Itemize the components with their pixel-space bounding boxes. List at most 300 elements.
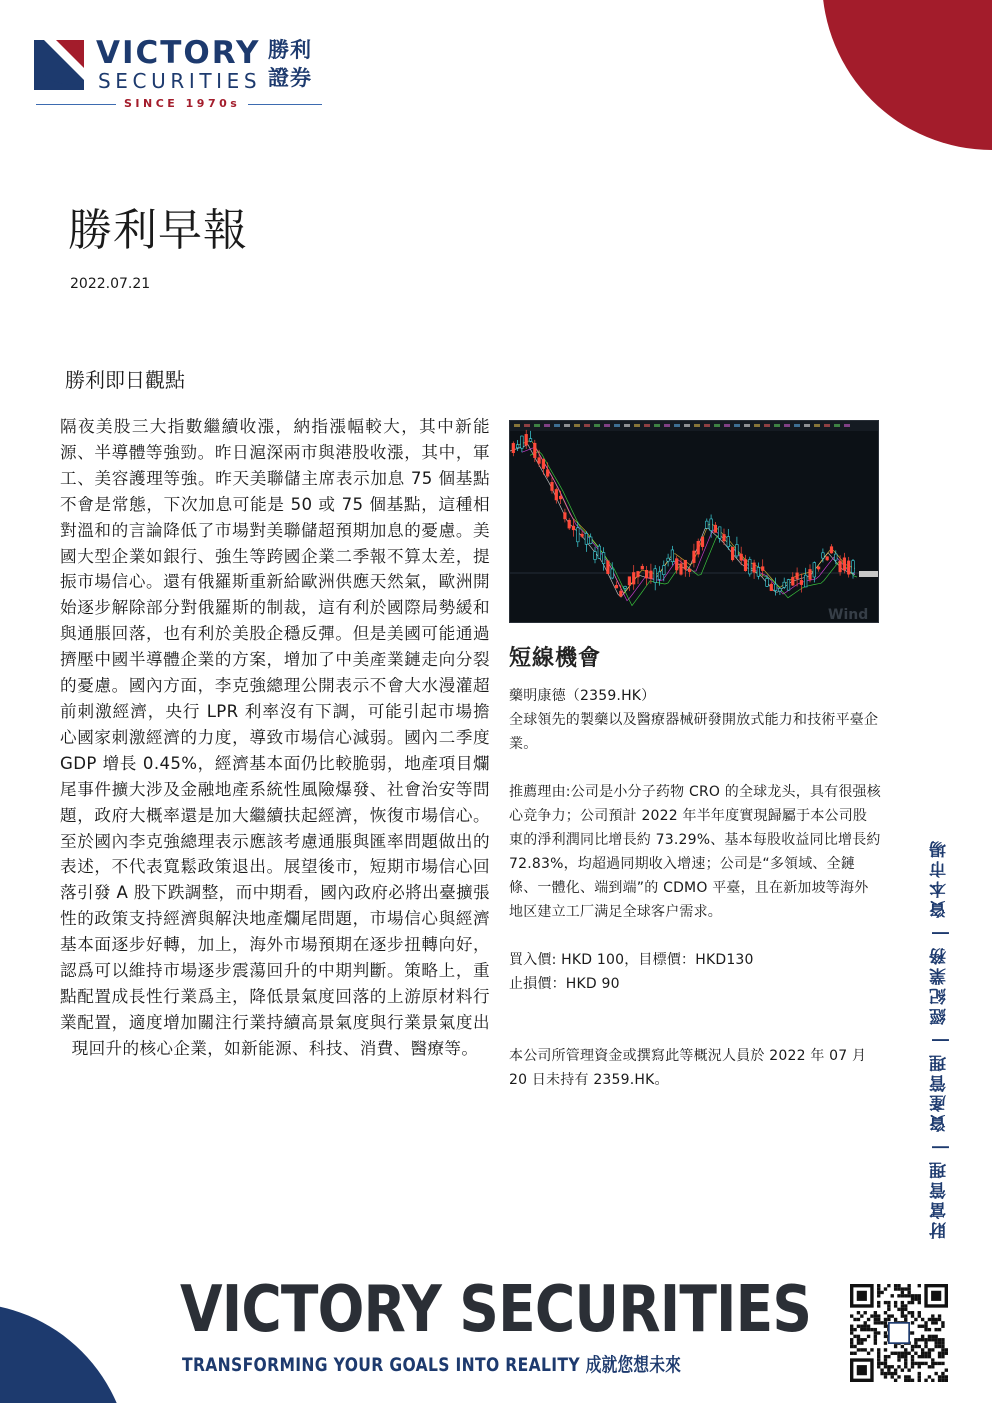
toolbar-indicator <box>624 424 630 427</box>
corner-decoration-bottom-left <box>0 1273 160 1403</box>
qr-module <box>857 1318 860 1321</box>
candle-body <box>774 584 777 591</box>
candle-body <box>766 578 769 586</box>
candle-body <box>581 534 584 536</box>
qr-module <box>931 1318 934 1321</box>
toolbar-indicator <box>614 424 620 427</box>
qr-module <box>857 1341 860 1344</box>
candle-body <box>680 564 683 575</box>
qr-module <box>850 1338 853 1341</box>
qr-module <box>867 1335 870 1338</box>
candle-body <box>650 571 653 578</box>
toolbar-indicator <box>824 424 830 427</box>
candle-body <box>671 550 674 562</box>
qr-module <box>887 1372 890 1375</box>
qr-module <box>934 1362 937 1365</box>
qr-module <box>870 1314 873 1317</box>
qr-module <box>874 1341 877 1344</box>
qr-module <box>938 1318 941 1321</box>
short-term-opportunity <box>509 644 881 1092</box>
qr-module <box>918 1325 921 1328</box>
qr-module <box>924 1345 927 1348</box>
qr-module <box>891 1365 894 1368</box>
qr-module <box>894 1284 897 1287</box>
qr-module <box>874 1328 877 1331</box>
qr-module <box>884 1362 887 1365</box>
qr-module <box>911 1301 914 1304</box>
qr-module <box>874 1331 877 1334</box>
qr-module <box>884 1335 887 1338</box>
candle-body <box>607 561 610 574</box>
chart-watermark: Wind <box>828 607 869 623</box>
toolbar-indicator <box>794 424 800 427</box>
candle-body <box>585 533 588 544</box>
qr-module <box>877 1284 880 1287</box>
qr-module <box>941 1321 944 1324</box>
qr-module <box>904 1348 907 1351</box>
candle-body <box>542 459 545 468</box>
qr-module <box>945 1379 948 1382</box>
qr-module <box>887 1304 890 1307</box>
candle-body <box>817 567 820 569</box>
qr-module <box>918 1284 921 1287</box>
navy-corner-disc <box>0 1303 130 1403</box>
qr-module <box>934 1321 937 1324</box>
qr-module <box>897 1365 900 1368</box>
qr-module <box>857 1311 860 1314</box>
toolbar-indicator <box>724 424 730 427</box>
toolbar-indicator <box>804 424 810 427</box>
qr-module <box>884 1348 887 1351</box>
qr-module <box>884 1365 887 1368</box>
qr-module <box>941 1372 944 1375</box>
candle-body <box>701 537 704 546</box>
candle-body <box>839 561 842 572</box>
qr-module <box>921 1338 924 1341</box>
qr-module <box>931 1358 934 1361</box>
qr-module <box>884 1321 887 1324</box>
price-tag <box>859 571 878 577</box>
qr-module <box>934 1345 937 1348</box>
qr-module <box>887 1318 890 1321</box>
candle-body <box>564 513 567 519</box>
candle-body <box>727 537 730 547</box>
qr-module <box>884 1287 887 1290</box>
qr-module <box>904 1358 907 1361</box>
holding-disclosure: 本公司所管理資金或撰寫此等概況人員於 2022 年 07 月 20 日未持有 2359.HK。 <box>509 1048 867 1088</box>
candle-body <box>723 534 726 540</box>
candle-body <box>757 567 760 576</box>
qr-module <box>884 1341 887 1344</box>
qr-module <box>901 1355 904 1358</box>
qr-module <box>901 1291 904 1294</box>
qr-module <box>864 1325 867 1328</box>
market-commentary <box>60 414 490 1062</box>
qr-module <box>877 1321 880 1324</box>
qr-module <box>921 1348 924 1351</box>
candle-body <box>516 445 519 448</box>
qr-module <box>897 1287 900 1290</box>
qr-module <box>934 1338 937 1341</box>
qr-module <box>945 1352 948 1355</box>
qr-module <box>907 1379 910 1382</box>
candle-body <box>809 569 812 579</box>
candle-body <box>637 571 640 576</box>
qr-module <box>904 1365 907 1368</box>
qr-module <box>867 1325 870 1328</box>
candle-body <box>598 546 601 558</box>
qr-module <box>928 1328 931 1331</box>
qr-module <box>924 1328 927 1331</box>
qr-module <box>867 1352 870 1355</box>
qr-module <box>887 1308 890 1311</box>
qr-module <box>931 1379 934 1382</box>
qr-module <box>918 1362 921 1365</box>
toolbar-indicator <box>814 424 820 427</box>
qr-finder <box>857 1365 867 1375</box>
banner-tagline: TRANSFORMING YOUR GOALS INTO REALITY 成就您想未來 <box>182 1354 682 1376</box>
qr-module <box>918 1314 921 1317</box>
qr-module <box>928 1352 931 1355</box>
qr-module <box>880 1372 883 1375</box>
business-lines-text: 財富管理 | 資產管理 | 經紀業務 | 資本市場 <box>930 838 950 1240</box>
candle-body <box>559 496 562 499</box>
candle-body <box>847 561 850 574</box>
logo-text-cn-victory: 勝利 <box>268 38 312 62</box>
candle-body <box>525 434 528 445</box>
qr-module <box>907 1368 910 1371</box>
candle-body <box>835 554 838 560</box>
commentary-paragraph: 隔夜美股三大指數繼續收漲，納指漲幅較大，其中新能源、半導體等強勁。昨日滬深兩市與港股收漲，其中，軍工、美容護理等強。昨天美聯儲主席表示加息 75 個基點不會是常態，下次加息可能是 50 或 75 個基點，這種相對溫和的言論降低了市場對美聯儲超預期加息的憂慮。美國大型企業如銀行、強生等跨國企業二季報不算太差，提振市場信心。還有俄羅斯重新給歐洲供應天然氣，歐洲開始逐步解除部分對俄羅斯的制裁，這有利於國際局勢緩和與通脹回落，也有利於美股企穩反彈。但是美國可能通過擠壓中國半導體企業的方案，增加了中美產業鏈走向分裂的憂慮。國內方面，李克強總理公開表示不會大水漫灌超前刺激經濟，央行 LPR 利率沒有下調，可能引起市場擔心國家刺激經濟的力度，導致市場信心減弱。國內二季度 GDP 增長 0.45%，經濟基本面仍比較脆弱，地產項目爛尾事件擴大涉及金融地產系統性風險爆發、社會治安等問題，政府大概率還是加大繼續扶起經濟，恢復市場信心。至於國內李克強總理表示應該考慮通脹與匯率問題做出的表述，不代表寬鬆政策退出。展望後市，短期市場信心回落引發 A 股下跌調整，而中期看，國內政府必將出臺擴張性的政策支持經濟與解決地產爛尾問題，市場信心與經濟基本面逐步好轉，加上，海外市場預期在逐步扭轉向好，認爲可以維持市場逐步震蕩回升的中期判斷。策略上，重點配置成長性行業爲主，降低景氣度回落的上游原材料行業配置，適度增加關注行業持續高景氣度與行業景氣度出現回升的核心企業，如新能源、科技、消費、醫療等。 <box>60 417 490 1058</box>
qr-module <box>870 1328 873 1331</box>
qr-module <box>907 1284 910 1287</box>
qr-module <box>884 1318 887 1321</box>
qr-finder <box>931 1291 941 1301</box>
candle-body <box>654 569 657 583</box>
candle-body <box>684 560 687 569</box>
qr-module <box>853 1345 856 1348</box>
qr-module <box>850 1331 853 1334</box>
qr-module <box>924 1325 927 1328</box>
qr-module <box>931 1335 934 1338</box>
qr-module <box>934 1372 937 1375</box>
qr-module <box>911 1355 914 1358</box>
candle-body <box>826 557 829 560</box>
qr-module <box>853 1352 856 1355</box>
qr-module <box>894 1304 897 1307</box>
toolbar-indicator <box>744 424 750 427</box>
qr-module <box>897 1358 900 1361</box>
toolbar-indicator <box>544 424 550 427</box>
qr-module <box>874 1338 877 1341</box>
candle-body <box>740 554 743 560</box>
qr-module <box>877 1291 880 1294</box>
qr-module <box>850 1314 853 1317</box>
banner-title: VICTORY SECURITIES <box>180 1273 812 1347</box>
qr-module <box>853 1318 856 1321</box>
candle-body <box>611 569 614 578</box>
qr-module <box>921 1355 924 1358</box>
qr-module <box>891 1314 894 1317</box>
qr-module <box>938 1345 941 1348</box>
qr-module <box>877 1294 880 1297</box>
candle-body <box>718 527 721 538</box>
qr-module <box>921 1352 924 1355</box>
qr-module <box>911 1365 914 1368</box>
logo-text-cn-securities: 證券 <box>268 66 312 90</box>
qr-module <box>884 1372 887 1375</box>
qr-module <box>938 1362 941 1365</box>
qr-module <box>911 1345 914 1348</box>
toolbar-indicator <box>774 424 780 427</box>
qr-module <box>911 1331 914 1334</box>
candle-body <box>555 489 558 499</box>
business-lines-label <box>927 838 953 1244</box>
qr-module <box>877 1314 880 1317</box>
qr-module <box>884 1301 887 1304</box>
qr-module <box>901 1368 904 1371</box>
qr-module <box>894 1287 897 1290</box>
qr-module <box>887 1368 890 1371</box>
qr-module <box>938 1328 941 1331</box>
candle-body <box>641 566 644 569</box>
qr-module <box>918 1365 921 1368</box>
corner-decoration-top-right <box>822 0 992 160</box>
qr-code <box>850 1284 948 1382</box>
qr-module <box>850 1352 853 1355</box>
qr-module <box>928 1375 931 1378</box>
candle-body <box>830 547 833 553</box>
qr-module <box>867 1328 870 1331</box>
qr-module <box>897 1284 900 1287</box>
qr-module <box>877 1352 880 1355</box>
qr-module <box>874 1314 877 1317</box>
qr-module <box>914 1362 917 1365</box>
qr-module <box>894 1352 897 1355</box>
candle-body <box>658 572 661 579</box>
qr-module <box>945 1375 948 1378</box>
qr-module <box>877 1365 880 1368</box>
qr-finder <box>857 1291 867 1301</box>
qr-module <box>924 1338 927 1341</box>
candle-body <box>852 561 855 573</box>
candle-body <box>822 553 825 558</box>
toolbar-indicator <box>554 424 560 427</box>
toolbar-indicator <box>644 424 650 427</box>
qr-module <box>853 1335 856 1338</box>
qr-module <box>904 1287 907 1290</box>
qr-module <box>921 1335 924 1338</box>
qr-module <box>934 1335 937 1338</box>
qr-module <box>904 1355 907 1358</box>
qr-module <box>941 1338 944 1341</box>
qr-module <box>907 1294 910 1297</box>
qr-module <box>911 1321 914 1324</box>
qr-module <box>864 1338 867 1341</box>
qr-module <box>938 1379 941 1382</box>
qr-module <box>918 1311 921 1314</box>
candle-body <box>744 560 747 571</box>
qr-module <box>941 1345 944 1348</box>
candle-body <box>663 566 666 575</box>
qr-module <box>914 1341 917 1344</box>
candles <box>512 430 854 597</box>
qr-module <box>904 1352 907 1355</box>
brand-banner <box>180 1272 812 1382</box>
candle-body <box>710 519 713 531</box>
qr-module <box>880 1362 883 1365</box>
qr-module <box>853 1328 856 1331</box>
logo-text-securities: SECURITIES <box>98 69 262 93</box>
stock-name-line: 藥明康德（2359.HK） <box>509 688 656 704</box>
qr-module <box>914 1352 917 1355</box>
toolbar-indicator <box>564 424 570 427</box>
qr-module <box>904 1308 907 1311</box>
qr-module <box>918 1345 921 1348</box>
qr-module <box>901 1294 904 1297</box>
qr-module <box>897 1355 900 1358</box>
qr-module <box>894 1301 897 1304</box>
qr-module <box>897 1375 900 1378</box>
qr-module <box>887 1284 890 1287</box>
candle-body <box>546 470 549 477</box>
qr-module <box>918 1298 921 1301</box>
candle-body <box>645 570 648 578</box>
qr-module <box>874 1335 877 1338</box>
qr-module <box>928 1365 931 1368</box>
qr-module <box>907 1301 910 1304</box>
qr-module <box>901 1352 904 1355</box>
toolbar-indicator <box>714 424 720 427</box>
qr-module <box>864 1348 867 1351</box>
toolbar-indicator <box>584 424 590 427</box>
candle-body <box>624 586 627 588</box>
qr-module <box>884 1375 887 1378</box>
logo-since: SINCE 1970s <box>116 97 248 111</box>
qr-module <box>891 1294 894 1297</box>
qr-module <box>911 1314 914 1317</box>
qr-module <box>911 1362 914 1365</box>
qr-module <box>934 1341 937 1344</box>
qr-module <box>901 1314 904 1317</box>
qr-module <box>918 1355 921 1358</box>
qr-module <box>884 1355 887 1358</box>
qr-module <box>941 1375 944 1378</box>
candle-body <box>796 573 799 579</box>
candle-body <box>551 482 554 490</box>
candle-body <box>693 551 696 563</box>
candle-body <box>521 436 524 448</box>
qr-module <box>860 1348 863 1351</box>
candle-body <box>753 563 756 572</box>
qr-module <box>874 1321 877 1324</box>
qr-module <box>931 1362 934 1365</box>
qr-module <box>914 1345 917 1348</box>
qr-module <box>860 1341 863 1344</box>
red-corner-disc <box>822 0 992 150</box>
qr-module <box>918 1301 921 1304</box>
qr-module <box>928 1338 931 1341</box>
qr-module <box>941 1379 944 1382</box>
qr-module <box>911 1311 914 1314</box>
candle-body <box>534 443 537 457</box>
candle-body <box>577 528 580 542</box>
qr-module <box>904 1304 907 1307</box>
qr-module <box>907 1352 910 1355</box>
candle-body <box>736 545 739 556</box>
qr-module <box>921 1325 924 1328</box>
qr-module <box>850 1325 853 1328</box>
qr-module <box>894 1345 897 1348</box>
toolbar-indicator <box>754 424 760 427</box>
toolbar-indicator <box>664 424 670 427</box>
qr-module <box>877 1331 880 1334</box>
qr-module <box>924 1379 927 1382</box>
toolbar-indicator <box>764 424 770 427</box>
qr-module <box>928 1335 931 1338</box>
qr-module <box>887 1365 890 1368</box>
toolbar-indicator <box>634 424 640 427</box>
qr-module <box>938 1314 941 1317</box>
qr-module <box>918 1294 921 1297</box>
qr-module <box>907 1291 910 1294</box>
candle-body <box>529 439 532 442</box>
candle-body <box>783 582 786 587</box>
qr-module <box>864 1311 867 1314</box>
qr-module <box>907 1311 910 1314</box>
candle-body <box>628 577 631 585</box>
qr-module <box>904 1294 907 1297</box>
qr-module <box>945 1368 948 1371</box>
qr-module <box>901 1311 904 1314</box>
candle-body <box>749 559 752 574</box>
qr-module <box>941 1348 944 1351</box>
qr-module <box>911 1379 914 1382</box>
company-description: 全球領先的製藥以及醫療器械研發開放式能力和技術平臺企業。 <box>509 712 879 752</box>
toolbar-indicator <box>654 424 660 427</box>
qr-module <box>867 1318 870 1321</box>
qr-module <box>887 1314 890 1317</box>
qr-module <box>931 1338 934 1341</box>
qr-module <box>941 1355 944 1358</box>
qr-module <box>914 1294 917 1297</box>
qr-module <box>924 1362 927 1365</box>
qr-module <box>941 1352 944 1355</box>
stock-chart-image <box>509 420 879 623</box>
qr-module <box>904 1379 907 1382</box>
qr-module <box>880 1291 883 1294</box>
candle-body <box>804 575 807 587</box>
toolbar-indicator <box>604 424 610 427</box>
qr-module <box>938 1341 941 1344</box>
qr-module <box>901 1287 904 1290</box>
candle-body <box>800 580 803 584</box>
qr-module <box>891 1375 894 1378</box>
logo-text-victory: VICTORY <box>96 35 261 71</box>
qr-module <box>864 1321 867 1324</box>
toolbar-indicator <box>784 424 790 427</box>
section-title: 勝利即日觀點 <box>65 368 185 392</box>
qr-module <box>870 1348 873 1351</box>
qr-module <box>877 1287 880 1290</box>
toolbar-indicator <box>844 424 850 427</box>
qr-module <box>911 1298 914 1301</box>
candle-body <box>706 521 709 528</box>
candle-body <box>572 526 575 530</box>
qr-module <box>877 1348 880 1351</box>
qr-module <box>924 1352 927 1355</box>
qr-module <box>891 1372 894 1375</box>
